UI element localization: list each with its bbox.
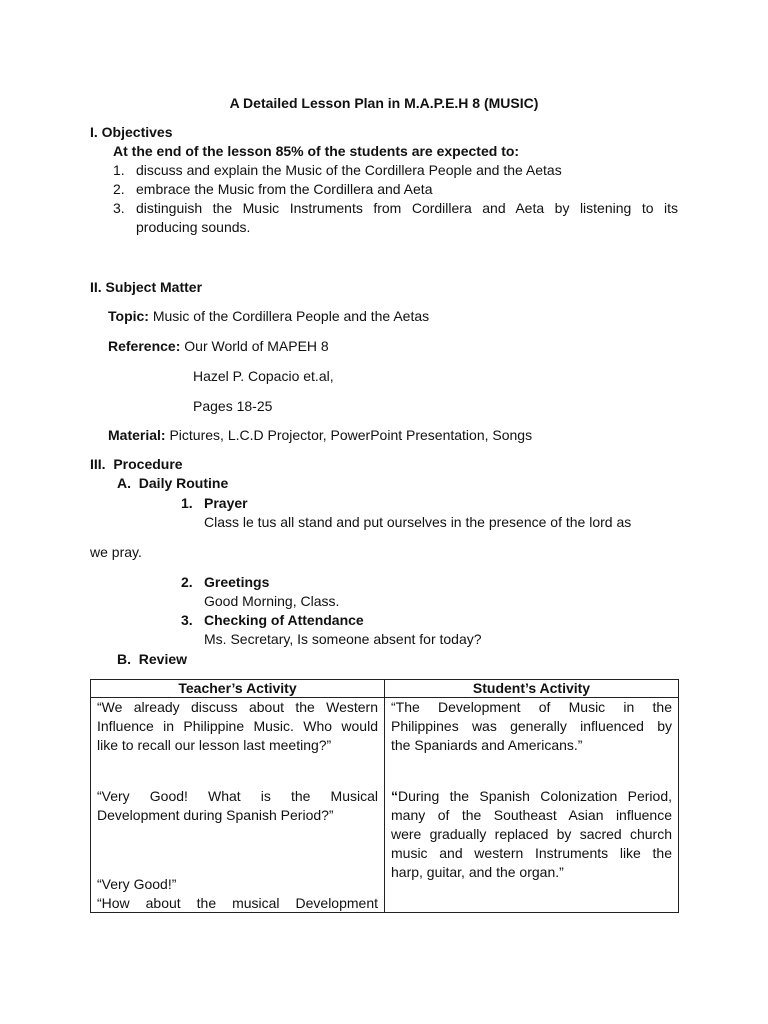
teacher-line: Development during Spanish Period?” xyxy=(97,807,334,823)
document-title: A Detailed Lesson Plan in M.A.P.E.H 8 (MUSIC) xyxy=(229,95,539,111)
procedure-heading: III. Procedure xyxy=(90,456,183,472)
attendance-text: Ms. Secretary, Is someone absent for today? xyxy=(204,631,482,647)
student-line: harp, guitar, and the organ.” xyxy=(391,864,564,880)
student-line: the Spaniards and Americans.” xyxy=(391,737,583,753)
teacher-line: Influence in Philippine Music. Who would xyxy=(97,718,378,734)
topic-value: Music of the Cordillera People and the Aetas xyxy=(152,308,430,324)
objective-item-3-line2: producing sounds. xyxy=(136,219,251,235)
prayer-label: Prayer xyxy=(204,495,248,511)
student-line: music and western Instruments like the xyxy=(391,845,672,861)
prayer-text-line1: Class le tus all stand and put ourselves in the presence of the lord as xyxy=(204,514,632,530)
objective-item-2-number: 2. xyxy=(113,181,125,197)
attendance-label: Checking of Attendance xyxy=(204,612,364,628)
teacher-block-3 xyxy=(97,875,378,913)
prayer-text-line2: we pray. xyxy=(90,544,142,560)
attendance-number: 3. xyxy=(181,612,193,628)
objectives-intro: At the end of the lesson 85% of the students are expected to: xyxy=(113,143,520,159)
topic-row xyxy=(108,307,429,326)
review-table xyxy=(90,679,679,913)
table-row xyxy=(91,698,679,913)
objectives-heading: I. Objectives xyxy=(90,124,173,140)
teacher-line: “Very Good!” xyxy=(97,876,177,892)
teacher-line: “How about the musical Development xyxy=(97,895,378,911)
student-line: many of the Southeast Asian influence xyxy=(391,807,672,823)
topic-label: Topic: xyxy=(108,308,149,324)
material-label: Material: xyxy=(108,427,166,443)
daily-routine-heading: A. Daily Routine xyxy=(117,475,229,491)
material-row xyxy=(108,426,532,445)
objective-item-2: embrace the Music from the Cordillera and Aeta xyxy=(136,181,433,197)
subject-matter-heading: II. Subject Matter xyxy=(90,279,203,295)
objective-item-3-line1: distinguish the Music Instruments from Cordillera and Aeta by listening to its xyxy=(136,200,678,216)
student-activity-cell xyxy=(385,698,679,913)
teacher-activity-header: Teacher’s Activity xyxy=(91,680,385,698)
review-heading: B. Review xyxy=(117,651,188,667)
teacher-line: like to recall our lesson last meeting?” xyxy=(97,737,332,753)
prayer-number: 1. xyxy=(181,495,193,511)
student-block-2 xyxy=(391,787,672,882)
reference-row xyxy=(108,337,329,356)
material-value: Pictures, L.C.D Projector, PowerPoint Presentation, Songs xyxy=(169,427,533,443)
student-activity-header: Student’s Activity xyxy=(385,680,679,698)
teacher-line: “Very Good! What is the Musical xyxy=(97,788,378,804)
reference-label: Reference: xyxy=(108,338,181,354)
student-line: “The Development of Music in the xyxy=(391,699,672,715)
bold-quote-mark: “ xyxy=(391,788,398,804)
greetings-text: Good Morning, Class. xyxy=(204,593,340,609)
teacher-activity-cell xyxy=(91,698,385,913)
student-block-1 xyxy=(391,698,672,755)
objective-item-3-number: 3. xyxy=(113,200,125,216)
reference-line-2: Hazel P. Copacio et.al, xyxy=(193,368,334,384)
teacher-block-2 xyxy=(97,787,378,825)
student-line: “During the Spanish Colonization Period, xyxy=(391,788,672,804)
teacher-block-1 xyxy=(97,698,378,755)
greetings-number: 2. xyxy=(181,574,193,590)
table-header-row xyxy=(91,680,679,698)
student-line: Philippines was generally influenced by xyxy=(391,718,672,734)
objective-item-1-number: 1. xyxy=(113,162,125,178)
reference-line-1: Our World of MAPEH 8 xyxy=(184,338,329,354)
objective-item-1: discuss and explain the Music of the Cordillera People and the Aetas xyxy=(136,162,562,178)
greetings-label: Greetings xyxy=(204,574,270,590)
reference-line-3: Pages 18-25 xyxy=(193,398,273,414)
student-line: were gradually replaced by sacred church xyxy=(391,826,672,842)
teacher-line: “We already discuss about the Western xyxy=(97,699,378,715)
